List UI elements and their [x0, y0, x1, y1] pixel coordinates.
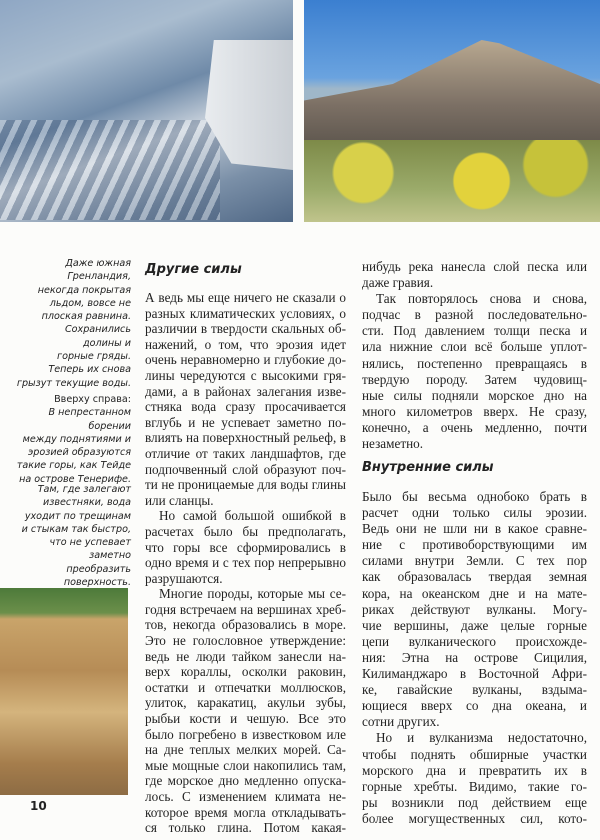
text-line: расчет одни только силы эрозии. — [362, 505, 587, 521]
text-line: Но и вулканизма недостаточно, — [376, 730, 587, 746]
text-line: силами внутри Земли. С тех пор — [362, 553, 587, 569]
caption-line: Гренландия, — [67, 271, 131, 283]
text-line: что горы все сформировались в — [145, 539, 346, 555]
text-line: Но самой большой ошибкой в — [159, 508, 346, 524]
text-line: А ведь мы еще ничего не сказали о — [145, 290, 346, 305]
text-line: которое время могла откладывать- — [145, 804, 346, 820]
text-line: мые мощные слои накопились там, — [145, 757, 346, 773]
section-heading-other-forces: Другие силы — [145, 262, 242, 277]
text-line: Многие породы, которые мы се- — [159, 586, 346, 602]
text-line: дами, а в районах залегания изве- — [145, 383, 346, 399]
caption-line: долины и — [82, 337, 131, 349]
text-line: подпочвенный слой образуют поч- — [145, 461, 346, 477]
photo-greenland-aerial — [0, 0, 293, 222]
caption-line: известняки, вода — [43, 497, 131, 509]
caption-greenland — [0, 257, 131, 390]
caption-line: и стыкам так быстро, — [21, 523, 131, 535]
text-line: нажений, о том, что эрозия идет — [145, 336, 346, 352]
text-line: ти не проницаемые для воды глины — [145, 477, 346, 493]
text-line: риках действуют вулканы. Могу- — [362, 601, 587, 617]
text-line: Ведь они не шли ни в какое сравне- — [362, 521, 587, 537]
text-line: цепи вулканического происхожде- — [362, 633, 587, 649]
text-line: чие вершины, даже целые горные — [362, 617, 587, 633]
text-line: на дне теплых мелких морей. Са- — [145, 742, 346, 758]
caption-line: уходит по трещинам — [24, 510, 131, 522]
caption-limestone — [0, 483, 131, 589]
text-line: ила нижние слои всё больше уплот- — [362, 339, 587, 355]
caption-line: В непрестанном — [48, 407, 131, 419]
section-heading-inner-forces: Внутренние силы — [362, 460, 494, 475]
text-line: лины чередуются с высокими гря- — [145, 367, 346, 383]
caption-line: горные гряды. — [57, 351, 131, 363]
caption-line: грызут текущие воды. — [16, 377, 131, 389]
text-line: рыбьи кости и чешую. Все это — [145, 711, 346, 727]
text-line: сти. Под давлением толщи песка и — [362, 323, 587, 339]
caption-line: Сохранились — [64, 324, 131, 336]
text-line: ся только глина. Потом какая- — [145, 820, 346, 836]
text-line: твердую породу. Затем чудовищ- — [362, 371, 587, 387]
yellow-shrubs — [304, 140, 600, 222]
text-line: остатки и отпечатки моллюсков, — [145, 679, 346, 695]
caption-line: на острове Тенерифе. — [19, 473, 131, 485]
caption-lead: Вверху справа: — [54, 394, 131, 405]
caption-line: эрозией образуются — [28, 447, 131, 459]
text-line: ния: Этна на острове Сицилия, — [362, 649, 587, 665]
text-column-2-bottom — [362, 489, 587, 827]
caption-line: такие горы, как Тейде — [16, 460, 131, 472]
volcano-peak — [304, 40, 600, 150]
text-line: горные хребты. Видимо, такие го- — [362, 778, 587, 794]
text-line: влиять на поверхностный рельеф, в — [145, 430, 346, 446]
text-line: нибудь река нанесла слой песка или — [362, 259, 587, 274]
caption-line: борении — [88, 420, 131, 432]
text-line: улиток, каракатиц, акульи зубы, — [145, 695, 346, 711]
text-line: ные силы подняли морское дно на — [362, 387, 587, 403]
text-line: подчас в разной последовательно- — [362, 307, 587, 323]
text-line: более могущественных сил, кото- — [362, 810, 587, 826]
text-line: годня встречаем на вершинах хреб- — [145, 601, 346, 617]
caption-line: между поднятиями и — [22, 433, 131, 445]
text-column-2-top — [362, 259, 587, 452]
text-line: верх кораллы, осколки раковин, — [145, 664, 346, 680]
text-line: чтобы поднять обширные участки — [362, 746, 587, 762]
caption-line: преобразить — [66, 563, 131, 575]
text-line: ке, гавайские вулканы, вздыма- — [362, 682, 587, 698]
text-line: расчетах было бы предполагать, — [145, 523, 346, 539]
text-line: Было бы весьма однобоко брать в — [362, 489, 587, 504]
caption-line: плоская равнина. — [41, 311, 131, 323]
text-line: ющиеся вверх со дна океана, и — [362, 698, 587, 714]
caption-line: Там, где залегают — [37, 484, 131, 495]
photo-teide-volcano — [304, 0, 600, 222]
text-line: Килиманджаро в Восточной Афри- — [362, 666, 587, 682]
text-line: много километров вверх. Не сразу, — [362, 403, 587, 419]
photo-limestone-cliff — [0, 588, 128, 795]
text-line: отличие от таких ландшафтов, где — [145, 445, 346, 461]
text-line: ние с противоборствующими им — [362, 537, 587, 553]
text-line: лось. С изменением климата не- — [145, 789, 346, 804]
text-line: разрушаются. — [145, 570, 223, 586]
text-line: стняка вода сразу просачивается — [145, 399, 346, 415]
text-line: незаметно. — [362, 436, 424, 452]
caption-line: что не успевает — [49, 537, 131, 549]
caption-line: Даже южная — [65, 258, 131, 269]
page-number: 10 — [30, 799, 47, 813]
text-line: Это не голословное утверждение: — [145, 633, 346, 649]
text-column-1 — [145, 290, 346, 836]
text-line: Так повторялось снова и снова, — [376, 291, 587, 307]
caption-line: заметно — [89, 550, 131, 562]
text-line: тов, некогда образовались в море. — [145, 617, 346, 633]
text-line: морского дна и превратить их в — [362, 762, 587, 778]
text-line: нялись, постепенно превращаясь в — [362, 355, 587, 371]
text-line: или сланцы. — [145, 492, 214, 508]
caption-line: Теперь их снова — [48, 364, 131, 376]
caption-teide — [0, 393, 131, 486]
text-line: как образовалась твердая земная — [362, 569, 587, 585]
caption-line: льдом, вовсе не — [49, 297, 131, 309]
text-line: даже гравия. — [362, 275, 434, 291]
text-line: ведь не люди тайком занесли на- — [145, 648, 346, 664]
text-line: одно время и с тех пор непрерывно — [145, 555, 346, 571]
text-line: вглубь и не успевает заметно по- — [145, 414, 346, 430]
text-line: конечно, а очень медленно, почти — [362, 419, 587, 435]
mountain-ridges — [0, 120, 220, 220]
text-line: кора, на океанском дне и на мате- — [362, 585, 587, 601]
text-line: очень неравномерно и глубокие до- — [145, 352, 346, 368]
text-line: ры возникли под действием еще — [362, 794, 587, 810]
text-line: где морское дно медленно опуска- — [145, 773, 346, 789]
caption-line: некогда покрытая — [37, 284, 131, 296]
text-line: разных климатических условиях, о — [145, 305, 346, 321]
text-line: различии в твердости скальных об- — [145, 321, 346, 337]
text-line: было погребено в известковом иле — [145, 726, 346, 742]
caption-line: поверхность. — [63, 577, 131, 589]
text-line: сотни других. — [362, 714, 440, 730]
